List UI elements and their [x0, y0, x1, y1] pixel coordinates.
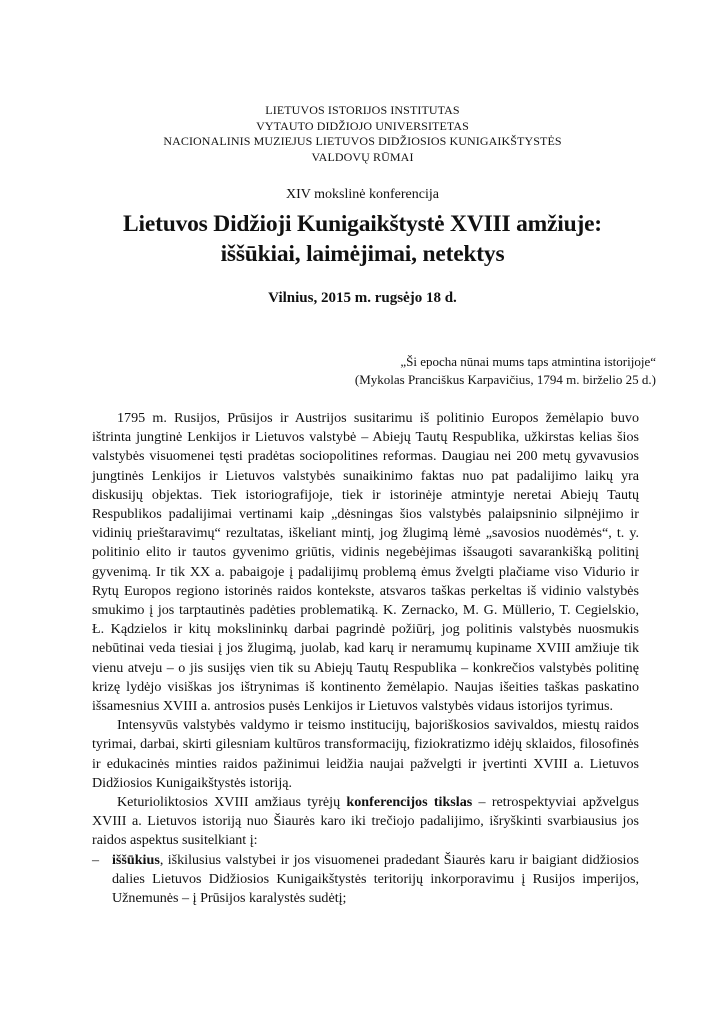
- list-item-emphasis: iššūkius: [112, 851, 160, 868]
- list-item-text: , iškilusius valstybei ir jos visuomenei pradedant Šiaurės karu ir baigiant didžiosios dalies Lietuvos Didžiosios Kunigaikštystės teritorijų inkorporavimu į Rusijos imperijos, Užnemunės – į Prūsijos karalystės sudėtį;: [112, 851, 639, 907]
- paragraph-emphasis: konferencijos tikslas: [346, 794, 473, 811]
- aspects-list: [92, 851, 639, 909]
- institution-name: VALDOVŲ RŪMAI: [311, 149, 414, 164]
- body-text: [92, 409, 639, 908]
- institution-name: NACIONALINIS MUZIEJUS LIETUVOS DIDŽIOSIOS KUNIGAIKŠTYSTĖS: [163, 134, 562, 148]
- conference-number: XIV mokslinė konferencija: [286, 187, 439, 202]
- conference-title: [0, 209, 725, 269]
- paragraph: [92, 793, 639, 851]
- epigraph-quote: „Ši epocha nūnai mums taps atmintina istorijoje“: [400, 354, 656, 369]
- list-item: [92, 851, 639, 909]
- paragraph: Intensyvūs valstybės valdymo ir teismo institucijų, bajoriškosios savivaldos, miestų raidos tyrimai, darbai, skirti gilesniam kultūros transformacijų, fiziokratizmo idėjų sklaidos, filosofinės ir edukacinės minties raidos pažinimui leidžia naujai pažvelgti ir įvertinti XVIII a. Lietuvos Didžiosios Kunigaikštystės istoriją.: [92, 717, 639, 791]
- institution-name: VYTAUTO DIDŽIOJO UNIVERSITETAS: [256, 118, 469, 133]
- conference-date: Vilnius, 2015 m. rugsėjo 18 d.: [268, 290, 457, 306]
- epigraph: [355, 353, 656, 389]
- institutions-header: [0, 103, 725, 165]
- institution-name: LIETUVOS ISTORIJOS INSTITUTAS: [265, 103, 460, 117]
- conference-title-line: Lietuvos Didžioji Kunigaikštystė XVIII amžiuje:: [123, 211, 602, 237]
- paragraph-text: – retrospektyviai apžvelgus XVIII a. Lietuvos istoriją nuo Šiaurės karo iki trečiojo padalijimo, išryškinti svarbiausius jos raidos aspektus susitelkiant į:: [92, 794, 639, 849]
- dash-bullet: –: [92, 851, 100, 868]
- epigraph-attribution: (Mykolas Pranciškus Karpavičius, 1794 m. birželio 25 d.): [354, 372, 656, 387]
- conference-title-line: iššūkiai, laimėjimai, netektys: [220, 241, 505, 267]
- paragraph-text: Keturioliktosios XVIII amžiaus tyrėjų: [117, 794, 347, 811]
- paragraph: 1795 m. Rusijos, Prūsijos ir Austrijos susitarimu iš politinio Europos žemėlapio buvo ištrinta jungtinė Lenkijos ir Lietuvos valstybė – Abiejų Tautų Respublika, užkirstas kelias šios valstybės visuomenei tęsti pradėtas sociopolitines reformas. Daugiau nei 200 metų gyvavusios jungtinės Lenkijos ir Lietuvos valstybės sunaikinimo faktas nuo pat padalijimo laikų yra diskusijų objektas. Tiek istoriografijoje, tiek ir istorinėje atmintyje neretai Abiejų Tautų Respublikos padalijimai vertinami kaip „dėsningas šios valstybės palaipsninio silpnėjimo ir vidinių prieštaravimų“ rezultatas, iškeliant mintį, jog žlugimą lėmė „savosios nuodėmės“, t. y. politinio elito ir tautos gyvenimo griūtis, vidinis negebėjimas išsaugoti savarankišką politinį gyvenimą. Ir tik XX a. pabaigoje į padalijimų problemą ėmus žvelgti plačiame viso Vidurio ir Rytų Europos regiono istorinės raidos kontekste, atsvaros taškas perkeltas iš vidinio valstybės smukimo į jos tarptautinės padėties problematiką. K. Zernacko, M. G. Müllerio, T. Cegielskio, Ł. Kądzielos ir kitų mokslininkų darbai pagrindė požiūrį, jog politinis valstybės nuosmukis nebūtinai veda tiesiai į jos žlugimą, juolab, kad karų ir neramumų kupiname XVIII amžiuje tik vienu atveju – o jis susijęs vien tik su Abiejų Tautų Respublika – konkrečios valstybės politinę krizę lydėjo visiškas jos ištrynimas iš kontinento žemėlapio. Naujas išeities taškas paskatino išsamesnius XVIII a. antrosios pusės Lenkijos ir Lietuvos valstybės vidaus istorijos tyrimus.: [92, 410, 639, 715]
